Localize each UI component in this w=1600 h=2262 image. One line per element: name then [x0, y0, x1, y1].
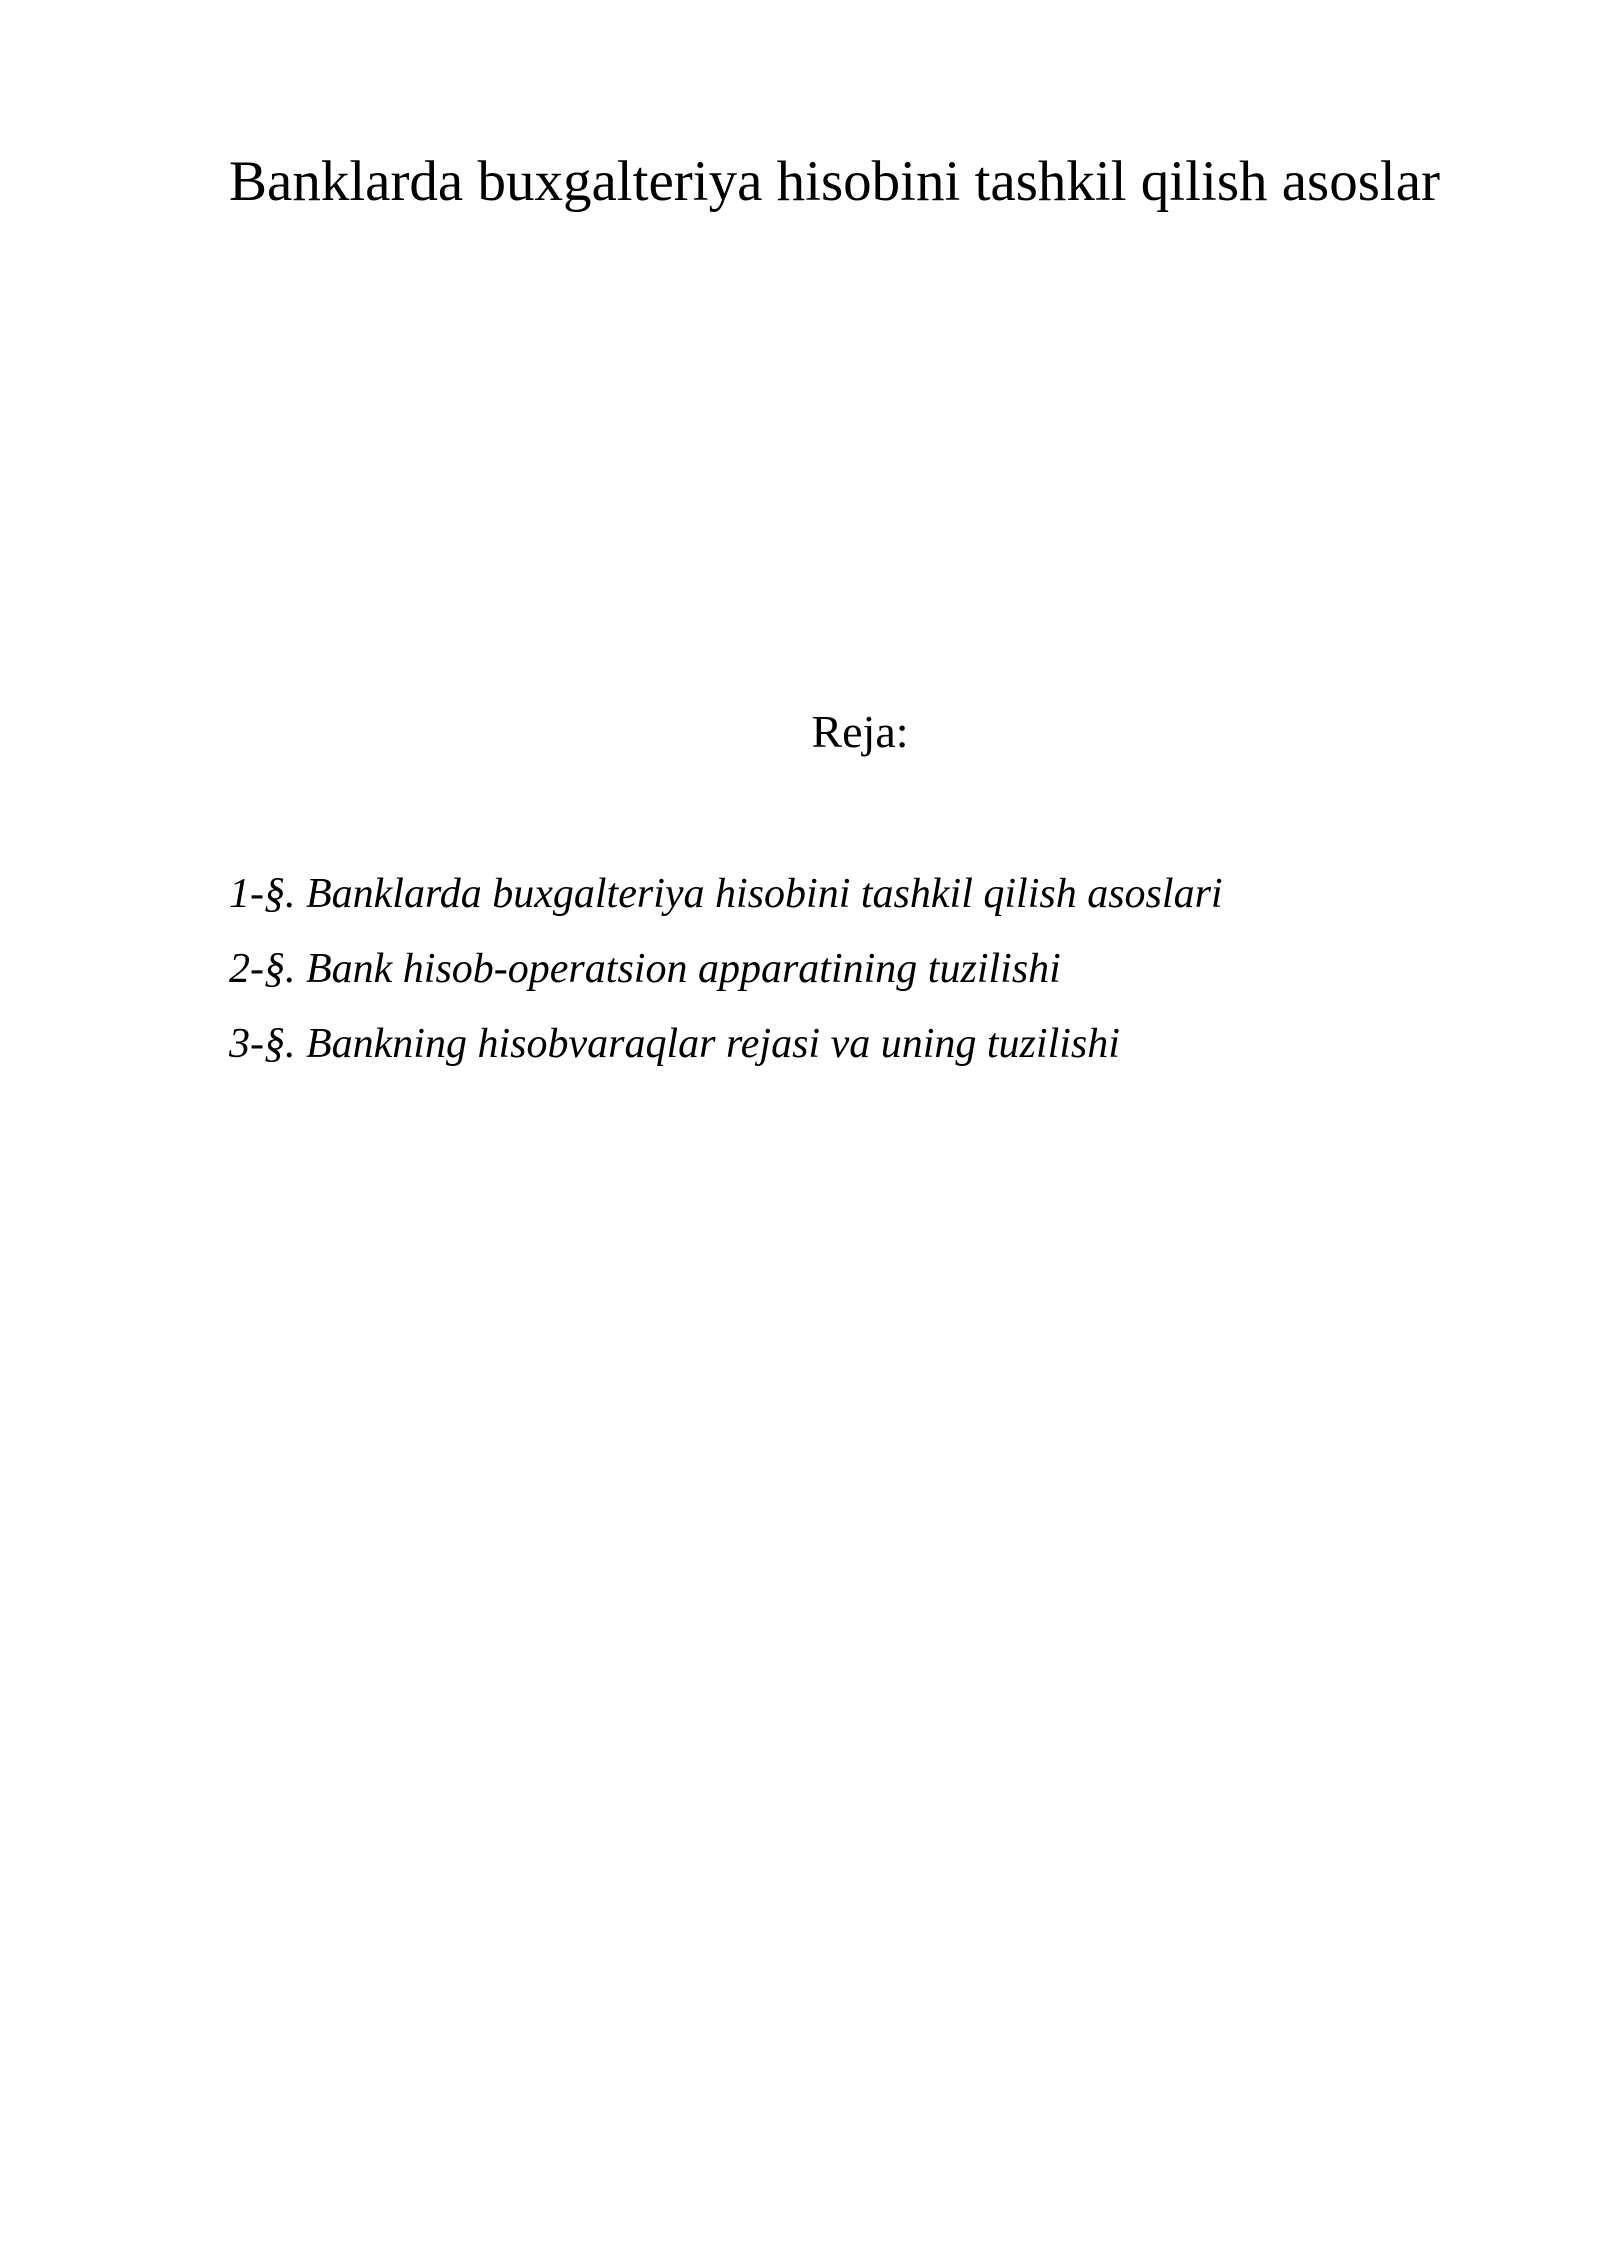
plan-item: 1-§. Banklarda buxgalteriya hisobini tashkil qilish asoslari — [229, 871, 1223, 917]
plan-item: 3-§. Bankning hisobvaraqlar rejasi va uning tuzilishi — [229, 1021, 1120, 1067]
plan-heading: Reja: — [811, 706, 909, 757]
document-title: Banklarda buxgalteriya hisobini tashkil qilish asoslar — [229, 150, 1441, 213]
plan-list — [229, 857, 1223, 1082]
plan-item: 2-§. Bank hisob-operatsion apparatining tuzilishi — [229, 946, 1061, 992]
